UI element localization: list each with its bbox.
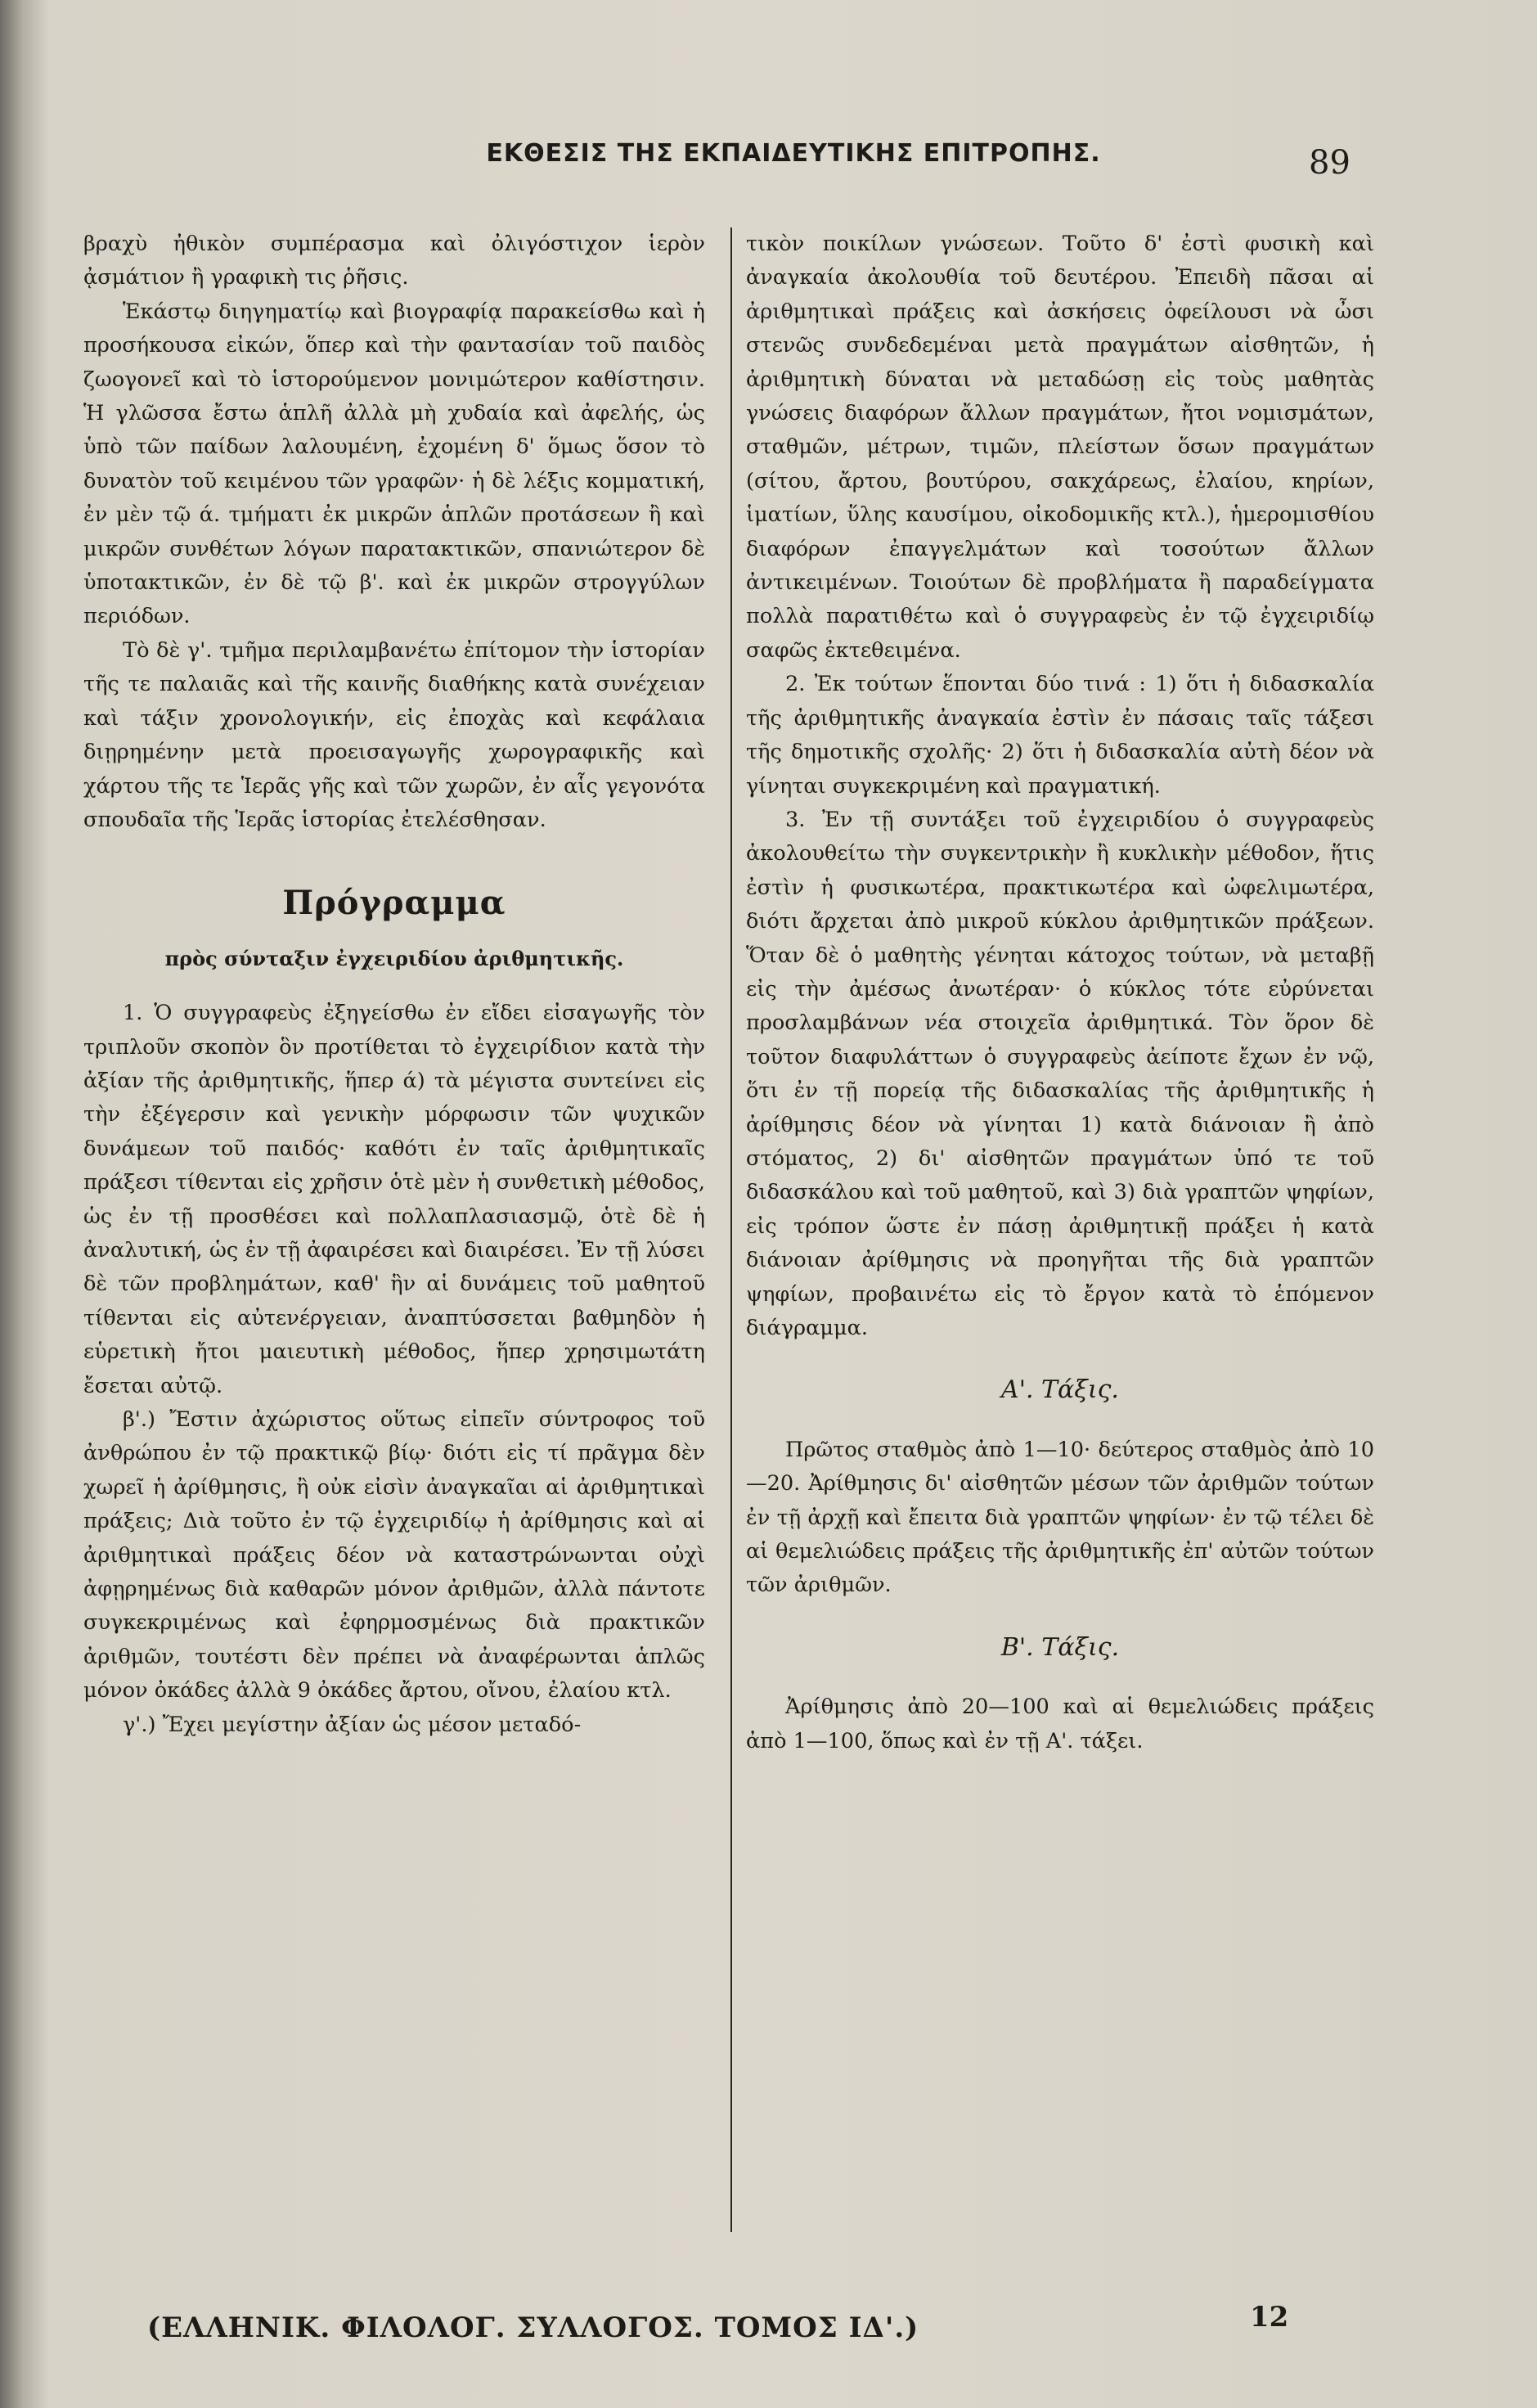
- signature-mark: 12: [1250, 2301, 1289, 2334]
- right-column: [746, 227, 1374, 1758]
- right-paragraph-2: 2. Ἐκ τούτων ἕπονται δύο τινά : 1) ὅτι ἡ διδασκαλία τῆς ἀριθμητικῆς ἀναγκαία ἐστὶν ἐν πάσαις ταῖς τάξεσι τῆς δημοτικῆς σχολῆς· 2) ὅτι ἡ διδασκαλία αὐτὴ δέον νὰ γίνηται συγκεκριμένη καὶ πραγματική.: [746, 672, 1374, 799]
- right-paragraph-5: Ἀρίθμησις ἀπὸ 20—100 καὶ αἱ θεμελιώδεις πράξεις ἀπὸ 1—100, ὅπως καὶ ἐν τῇ Α'. τάξει.: [746, 1695, 1374, 1753]
- left-paragraph-6: γ'.) Ἔχει μεγίστην ἀξίαν ὡς μέσον μεταδό-: [123, 1712, 582, 1737]
- left-paragraph-1: βραχὺ ἠθικὸν συμπέρασμα καὶ ὀλιγόστιχον ἱερὸν ᾀσμάτιον ἢ γραφικὴ τις ῥῆσις.: [83, 232, 705, 290]
- footer-imprint: (ΕΛΛΗΝΙΚ. ΦΙΛΟΛΟΓ. ΣΥΛΛΟΓΟΣ. ΤΟΜΟΣ ΙΔ'.): [147, 2311, 919, 2344]
- page-number: 89: [1309, 144, 1350, 182]
- class-heading-a: Α'. Τάξις.: [1001, 1375, 1119, 1405]
- right-paragraph-3: 3. Ἐν τῇ συντάξει τοῦ ἐγχειριδίου ὁ συγγραφεὺς ἀκολουθείτω τὴν συγκεντρικὴν ἢ κυκλικὴν μέθοδον, ἥτις ἐστὶν ἡ φυσικωτέρα, πρακτικωτέρα καὶ ὠφελιμωτέρα, διότι ἄρχεται ἀπὸ μικροῦ κύκλου ἀριθμητικῶν πράξεων. Ὅταν δὲ ὁ μαθητὴς γένηται κάτοχος τούτων, νὰ μεταβῇ εἰς τὴν ἀμέσως ἀνωτέραν· ὁ κύκλος τότε εὐρύνεται προσλαμβάνων νέα στοιχεῖα ἀριθμητικά. Τὸν ὅρον δὲ τοῦτον διαφυλάττων ὁ συγγραφεὺς ἀείποτε ἔχων ἐν νῷ, ὅτι ἐν τῇ πορείᾳ τῆς διδασκαλίας τῆς ἀριθμητικῆς ἡ ἀρίθμησις δέον νὰ γίνηται 1) κατὰ διάνοιαν ἢ ἀπὸ στόματος, 2) δι' αἰσθητῶν πραγμάτων ὑπό τε τοῦ διδασκάλου καὶ τοῦ μαθητοῦ, καὶ 3) διὰ γραπτῶν ψηφίων, εἰς τρόπον ὥστε ἐν πάσῃ ἀριθμητικῇ πράξει ἡ κατὰ διάνοιαν ἀρίθμησις νὰ προηγῆται τῆς διὰ γραπτῶν ψηφίων, προβαινέτω εἰς τὸ ἔργον κατὰ τὸ ἑπόμενον διάγραμμα.: [746, 807, 1374, 1340]
- left-column: [83, 227, 705, 1742]
- right-paragraph-4: Πρῶτος σταθμὸς ἀπὸ 1—10· δεύτερος σταθμὸς ἀπὸ 10—20. Ἀρίθμησις δι' αἰσθητῶν μέσων τῶν ἀριθμῶν τούτων ἐν τῇ ἀρχῇ καὶ ἔπειτα διὰ γραπτῶν ψηφίων· ἐν τῷ τέλει δὲ αἱ θεμελιώδεις πράξεις τῆς ἀριθμητικῆς ἐπ' αὐτῶν τούτων τῶν ἀριθμῶν.: [746, 1437, 1374, 1598]
- left-paragraph-3: Τὸ δὲ γ'. τμῆμα περιλαμβανέτω ἐπίτομον τὴν ἱστορίαν τῆς τε παλαιᾶς καὶ τῆς καινῆς διαθήκης κατὰ συνέχειαν καὶ τάξιν χρονολογικήν, εἰς ἐποχὰς καὶ κεφάλαια διῃρημένην μετὰ προεισαγωγῆς χωρογραφικῆς καὶ χάρτου τῆς τε Ἱερᾶς γῆς καὶ τῶν χωρῶν, ἐν αἷς γεγονότα σπουδαῖα τῆς Ἱερᾶς ἱστορίας ἐτελέσθησαν.: [83, 637, 705, 832]
- running-title: ΕΚΘΕΣΙΣ ΤΗΣ ΕΚΠΑΙΔΕΥΤΙΚΗΣ ΕΠΙΤΡΟΠΗΣ.: [486, 139, 1101, 168]
- column-divider: [730, 227, 732, 2232]
- class-heading-b: Β'. Τάξις.: [1000, 1632, 1120, 1662]
- section-subheading: πρὸς σύνταξιν ἐγχειριδίου ἀριθμητικῆς.: [164, 946, 624, 970]
- left-paragraph-5: β'.) Ἔστιν ἀχώριστος οὕτως εἰπεῖν σύντροφος τοῦ ἀνθρώπου ἐν τῷ πρακτικῷ βίῳ· διότι εἰς τί πρᾶγμα δὲν χωρεῖ ἡ ἀρίθμησις, ἢ οὐκ εἰσὶν ἀναγκαῖαι αἱ ἀριθμητικαὶ πράξεις; Διὰ τοῦτο ἐν τῷ ἐγχειριδίῳ ἡ ἀρίθμησις καὶ αἱ ἀριθμητικαὶ πράξεις δέον νὰ καταστρώνωνται οὐχὶ ἀφῃρημένως διὰ καθαρῶν μόνον ἀριθμῶν, ἀλλὰ πάντοτε συγκεκριμένως καὶ ἐφηρμοσμένως διὰ πρακτικῶν ἀριθμῶν, τουτέστι δὲν πρέπει νὰ ἀναφέρωνται ἁπλῶς μόνον ὀκάδες ἀλλὰ 9 ὀκάδες ἄρτου, οἴνου, ἐλαίου κτλ.: [83, 1407, 705, 1704]
- right-paragraph-1: τικὸν ποικίλων γνώσεων. Τοῦτο δ' ἐστὶ φυσικὴ καὶ ἀναγκαία ἀκολουθία τοῦ δευτέρου. Ἐπειδὴ πᾶσαι αἱ ἀριθμητικαὶ πράξεις καὶ ἀσκήσεις ὀφείλουσι νὰ ὦσι στενῶς συνδεδεμέναι μετὰ πραγμάτων αἰσθητῶν, ἡ ἀριθμητικὴ δύναται νὰ μεταδώσῃ εἰς τοὺς μαθητὰς γνώσεις διαφόρων ἄλλων πραγμάτων, ἤτοι νομισμάτων, σταθμῶν, μέτρων, τιμῶν, πλείστων ὅσων πραγμάτων (σίτου, ἄρτου, βουτύρου, σακχάρεως, ἐλαίου, κηρίων, ἱματίων, ὕλης καυσίμου, οἰκοδομικῆς κτλ.), ἡμερομισθίου διαφόρων ἐπαγγελμάτων καὶ τοσούτων ἄλλων ἀντικειμένων. Τοιούτων δὲ προβλήματα ἢ παραδείγματα πολλὰ παρατιθέτω καὶ ὁ συγγραφεὺς ἐν τῷ ἐγχειριδίῳ σαφῶς ἐκτεθειμένα.: [746, 232, 1374, 663]
- left-paragraph-2: Ἑκάστῳ διηγηματίῳ καὶ βιογραφίᾳ παρακείσθω καὶ ἡ προσήκουσα εἰκών, ὅπερ καὶ τὴν φαντασίαν τοῦ παιδὸς ζωογονεῖ καὶ τὸ ἱστορούμενον μονιμώτερον καθίστησιν. Ἡ γλῶσσα ἔστω ἁπλῆ ἀλλὰ μὴ χυδαία καὶ ἀφελής, ὡς ὑπὸ τῶν παίδων λαλουμένη, ἐχομένη δ' ὅμως ὅσον τὸ δυνατὸν τοῦ κειμένου τῶν γραφῶν· ἡ δὲ λέξις κομματική, ἐν μὲν τῷ ά. τμήματι ἐκ μικρῶν ἁπλῶν προτάσεων ἢ καὶ μικρῶν συνθέτων λόγων παρατακτικῶν, σπανιώτερον δὲ ὑποτακτικῶν, ἐν δὲ τῷ β'. καὶ ἐκ μικρῶν στρογγύλων περιόδων.: [83, 299, 705, 629]
- left-paragraph-4: 1. Ὁ συγγραφεὺς ἐξηγείσθω ἐν εἴδει εἰσαγωγῆς τὸν τριπλοῦν σκοπὸν ὃν προτίθεται τὸ ἐγχειρίδιον κατὰ τὴν ἀξίαν τῆς ἀριθμητικῆς, ἥπερ ά) τὰ μέγιστα συντείνει εἰς τὴν ἐξέγερσιν καὶ γενικὴν μόρφωσιν τῶν ψυχικῶν δυνάμεων τοῦ παιδός· καθότι ἐν ταῖς ἀριθμητικαῖς πράξεσι τίθενται εἰς χρῆσιν ὁτὲ μὲν ἡ συνθετικὴ μέθοδος, ὡς ἐν τῇ προσθέσει καὶ πολλαπλασιασμῷ, ὁτὲ δὲ ἡ ἀναλυτική, ὡς ἐν τῇ ἀφαιρέσει καὶ διαιρέσει. Ἐν τῇ λύσει δὲ τῶν προβλημάτων, καθ' ἣν αἱ δυνάμεις τοῦ μαθητοῦ τίθενται εἰς αὐτενέργειαν, ἀναπτύσσεται βαθμηδὸν ἡ εὑρετικὴ ἤτοι μαιευτικὴ μέθοδος, ἥπερ χρησιμωτάτη ἔσεται αὐτῷ.: [83, 1001, 705, 1398]
- section-heading: Πρόγραμμα: [282, 884, 506, 923]
